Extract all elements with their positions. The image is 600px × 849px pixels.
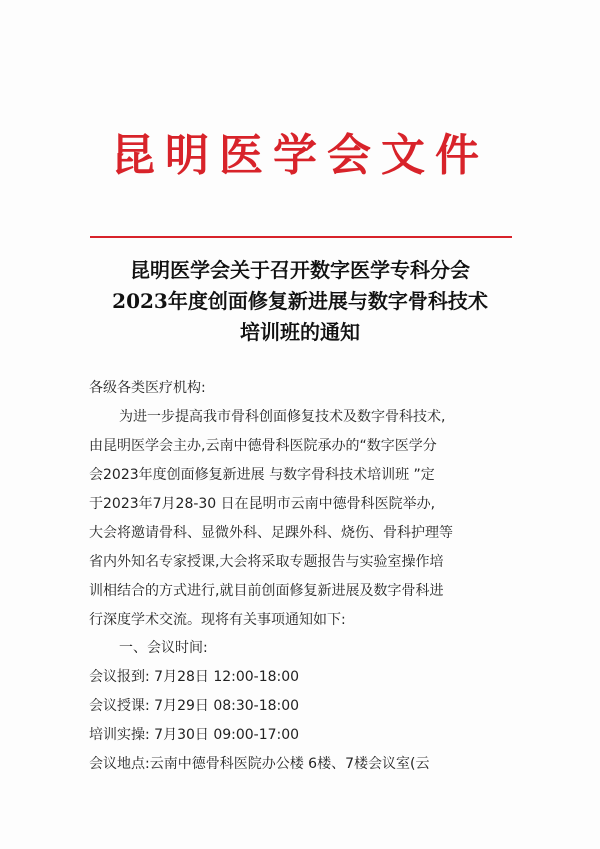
paragraph-line: 由昆明医学会主办,云南中德骨科医院承办的“数字医学分 <box>89 438 437 454</box>
paragraph-line: 大会将邀请骨科、显微外科、足踝外科、烧伤、骨科护理等 <box>89 525 453 541</box>
paragraph-line: 省内外知名专家授课,大会将采取专题报告与实验室操作培 <box>89 554 444 570</box>
section-heading: 一、会议时间: <box>119 640 208 656</box>
paragraph-line: 行深度学术交流。现将有关事项通知如下: <box>89 612 346 628</box>
masthead-title: 昆明医学会文件 <box>111 130 489 181</box>
schedule-line: 会议报到: 7月28日 12:00-18:00 <box>89 669 300 685</box>
document-title <box>40 255 560 348</box>
paragraph-line: 为进一步提高我市骨科创面修复技术及数字骨科技术, <box>119 409 446 425</box>
paragraph-line: 训相结合的方式进行,就目前创面修复新进展及数字骨科进 <box>89 583 444 599</box>
schedule-line: 培训实操: 7月30日 09:00-17:00 <box>89 727 300 743</box>
paragraph-line: 于2023年7月28-30 日在昆明市云南中德骨科医院举办, <box>89 496 436 512</box>
salutation: 各级各类医疗机构: <box>89 380 206 396</box>
schedule-line: 会议授课: 7月29日 08:30-18:00 <box>89 698 300 714</box>
paragraph-line: 会2023年度创面修复新进展 与数字骨科技术培训班 ”定 <box>89 467 435 483</box>
red-divider-line <box>90 236 512 238</box>
title-line-2: 2023年度创面修复新进展与数字骨科技术 <box>112 289 488 313</box>
schedule-line: 会议地点:云南中德骨科医院办公楼 6楼、7楼会议室(云 <box>89 756 430 772</box>
title-line-3: 培训班的通知 <box>240 320 360 344</box>
title-line-1: 昆明医学会关于召开数字医学专科分会 <box>130 258 470 282</box>
